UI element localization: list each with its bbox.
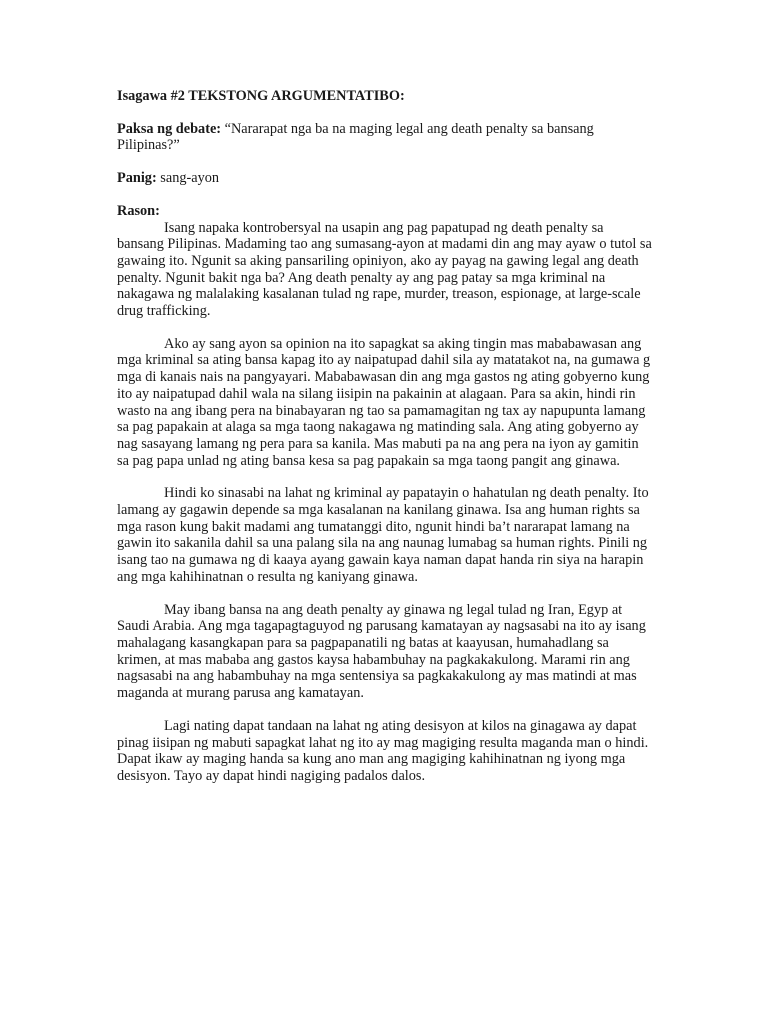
document-heading: Isagawa #2 TEKSTONG ARGUMENTATIBO:	[117, 88, 405, 104]
topic-text: “Nararapat nga ba na maging legal ang death penalty sa bansang Pilipinas?”	[117, 120, 594, 154]
reason-label: Rason:	[117, 202, 160, 219]
paragraph-5: Lagi nating dapat tandaan na lahat ng ating desisyon at kilos na ginagawa ay dapat pinag iisipan ng mabuti sapagkat lahat ng ito ay mag magiging resulta maganda man o hindi. Dapat ikaw ay maging handa sa kung ano man ang magiging kahihinatnan ng iyong mga desisyon. Tayo ay dapat hindi nagiging padalos dalos.	[117, 717, 649, 784]
side-label: Panig:	[117, 170, 157, 187]
document-body	[117, 88, 652, 801]
paragraph-1: Isang napaka kontrobersyal na usapin ang pag papatupad ng death penalty sa bansang Pilipinas. Madaming tao ang sumasang-ayon at madami din ang may ayaw o tutol sa gawaing ito. Ngunit sa aking pansariling opiniyon, ako ay payag na gawing legal ang death penalty. Ngunit bakit nga ba? Ang death penalty ay ang pag patay sa mga kriminal na nakagawa ng malalaking kasalanan tulad ng rape, murder, treason, espionage, at large-scale drug trafficking.	[117, 219, 652, 320]
side-text: sang-ayon	[156, 170, 220, 187]
debate-topic	[117, 121, 652, 154]
paragraph-2: Ako ay sang ayon sa opinion na ito sapagkat sa aking tingin mas mababawasan ang mga kriminal sa ating bansa kapag ito ay naipatupad dahil sila ay matatakot na, na gumawa g mga di kanais nais na pangyayari. Mababawasan din ang mga gastos ng ating gobyerno kung ito ay naipatupad dahil wala na silang iisipin na pakainin at alagaan. Para sa akin, hindi rin wasto na ang ibang pera na binabayaran ng tao sa pamamagitan ng tax ay napupunta lamang sa pag papakain at alaga sa mga taong nakagawa ng matinding sala. Ang ating gobyerno ay nag sasayang lamang ng pera para sa kanila. Mas mabuti pa na ang pera na iyon ay gamitin sa pag papa unlad ng ating bansa kesa sa pag papakain sa mga taong pangit ang ginawa.	[117, 335, 651, 469]
debate-side	[117, 170, 652, 187]
topic-label: Paksa ng debate:	[117, 120, 222, 137]
paragraph-4: May ibang bansa na ang death penalty ay ginawa ng legal tulad ng Iran, Egyp at Saudi Arabia. Ang mga tagapagtaguyod ng parusang kamatayan ay nagsasabi na ito ay isang mahalagang kasangkapan para sa pagpapanatili ng batas at kaayusan, humahadlang sa krimen, at mas mababa ang gastos kaysa habambuhay na pagkakakulong. Marami rin ang nagsasabi na ang habambuhay na mga sentensiya sa pagkakakulong ay mas matindi at mas maganda at murang parusa ang kamatayan.	[117, 601, 646, 702]
paragraph-3: Hindi ko sinasabi na lahat ng kriminal ay papatayin o hahatulan ng death penalty. Ito lamang ay gagawin depende sa mga kasalanan na kanilang ginawa. Isa ang human rights sa mga rason kung bakit madami ang tumatanggi dito, ngunit hindi ba’t nararapat lamang na gawin ito sakanila dahil sa una palang sila na ang naunag lumabag sa human rights. Pinili ng isang tao na gumawa ng di kaaya ayang gawain kaya naman dapat handa rin siya na harapin ang mga kahihinatnan o resulta ng kaniyang ginawa.	[117, 485, 649, 585]
